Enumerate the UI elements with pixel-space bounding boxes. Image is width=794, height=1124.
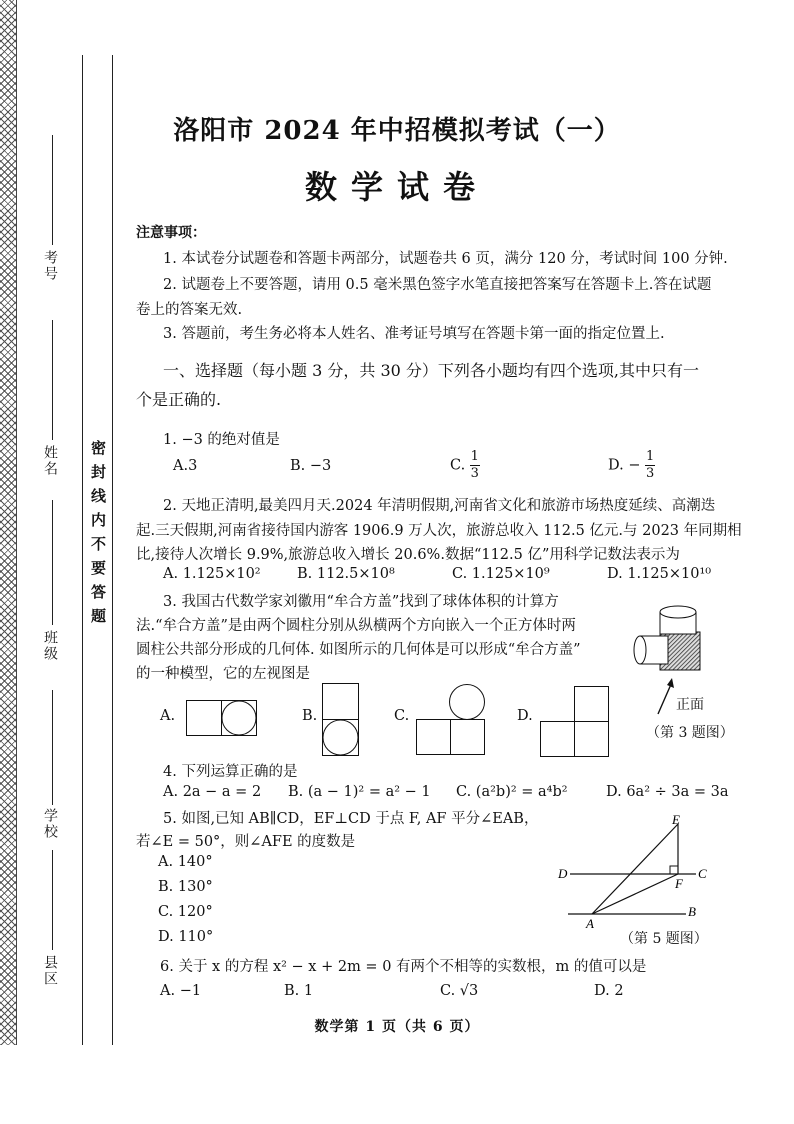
q5-option-b: B. 130° bbox=[158, 879, 213, 895]
label-school: 学校 bbox=[42, 808, 58, 840]
label-county: 县区 bbox=[42, 955, 58, 987]
q3-option-a-figure bbox=[186, 700, 258, 736]
note-3: 3. 答题前，考生务必将本人姓名、准考证号填写在答题卡第一面的指定位置上. bbox=[163, 326, 665, 342]
q4-option-a: A. 2a − a = 2 bbox=[163, 784, 262, 800]
q3-option-c-figure bbox=[416, 684, 486, 756]
q6-option-c: C. √3 bbox=[440, 983, 479, 999]
q3-line-2: 法.“牟合方盖”是由两个圆柱分别从纵横两个方向嵌入一个正方体时两 bbox=[136, 618, 576, 634]
q3-option-d-figure bbox=[540, 686, 610, 758]
seal-instruction: 密封线内不要答题 bbox=[89, 440, 107, 632]
q2-line-3: 比,接待人次增长 9.9%,旅游总收入增长 20.6%.数据“112.5 亿”用科学记数法表示为 bbox=[136, 547, 680, 563]
note-2-cont: 卷上的答案无效. bbox=[136, 302, 243, 318]
q5-option-a: A. 140° bbox=[158, 854, 213, 870]
subject-title: 数学试卷 bbox=[304, 168, 489, 206]
q2-option-d: D. 1.125×10¹⁰ bbox=[607, 566, 712, 582]
q3-option-b-figure bbox=[322, 683, 360, 757]
point-d: D bbox=[558, 866, 568, 881]
label-exam-number: 考号 bbox=[42, 250, 58, 282]
q5-line-2: 若∠E = 50°，则∠AFE 的度数是 bbox=[136, 834, 356, 850]
q1-option-a: A.3 bbox=[173, 458, 198, 474]
q5-line-1: 5. 如图,已知 AB∥CD，EF⊥CD 于点 F, AF 平分∠EAB， bbox=[163, 811, 539, 827]
q2-option-c: C. 1.125×10⁹ bbox=[452, 566, 550, 582]
q5-caption: （第 5 题图） bbox=[620, 931, 708, 947]
point-a: A bbox=[586, 916, 594, 931]
q4-option-b: B. (a − 1)² = a² − 1 bbox=[288, 784, 431, 800]
q1-option-d: D. − $\frac{1}{3}$ bbox=[608, 449, 655, 481]
q2-line-2: 起.三天假期,河南省接待国内游客 1906.9 万人次，旅游总收入 112.5 亿元.与 2023 年同期相 bbox=[136, 523, 742, 539]
page-footer: 数学第 1 页（共 6 页） bbox=[314, 1019, 480, 1035]
front-label: 正面 bbox=[676, 697, 704, 713]
point-e: E bbox=[672, 812, 680, 827]
q3-option-d-label: D. bbox=[517, 708, 533, 724]
q2-option-a: A. 1.125×10² bbox=[163, 566, 261, 582]
note-1: 1. 本试卷分试题卷和答题卡两部分，试题卷共 6 页，满分 120 分，考试时间 100 分钟. bbox=[163, 251, 728, 267]
q3-solid-figure bbox=[632, 604, 712, 674]
point-c: C bbox=[698, 866, 707, 881]
q3-option-b-label: B. bbox=[302, 708, 318, 724]
label-name: 姓名 bbox=[42, 445, 58, 477]
label-class: 班级 bbox=[42, 630, 58, 662]
section-heading: 一、选择题（每小题 3 分，共 30 分）下列各小题均有四个选项,其中只有一 bbox=[163, 361, 699, 380]
q3-option-c-label: C. bbox=[394, 708, 410, 724]
section-heading-cont: 个是正确的. bbox=[136, 390, 222, 409]
q6-option-d: D. 2 bbox=[594, 983, 624, 999]
q4-stem: 4. 下列运算正确的是 bbox=[163, 764, 298, 780]
q4-option-c: C. (a²b)² = a⁴b² bbox=[456, 784, 568, 800]
note-2: 2. 试题卷上不要答题，请用 0.5 毫米黑色签字水笔直接把答案写在答题卡上.答在试题 bbox=[163, 277, 712, 293]
notes-heading: 注意事项： bbox=[136, 225, 206, 241]
exam-title: 洛阳市 2024 年中招模拟考试（一） bbox=[173, 116, 621, 146]
q3-option-a-label: A. bbox=[160, 708, 176, 724]
q3-line-4: 的一种模型，它的左视图是 bbox=[136, 666, 310, 682]
q2-option-b: B. 112.5×10⁸ bbox=[297, 566, 395, 582]
q3-line-1: 3. 我国古代数学家刘徽用“牟合方盖”找到了球体体积的计算方 bbox=[163, 594, 559, 610]
q5-geometry-figure bbox=[556, 812, 716, 931]
q5-option-d: D. 110° bbox=[158, 929, 214, 945]
point-b: B bbox=[688, 904, 696, 919]
q1-option-b: B. −3 bbox=[290, 458, 332, 474]
q3-line-3: 圆柱公共部分形成的几何体. 如图所示的几何体是可以形成“牟合方盖” bbox=[136, 642, 581, 658]
q5-option-c: C. 120° bbox=[158, 904, 213, 920]
q6-option-b: B. 1 bbox=[284, 983, 314, 999]
q1-stem: 1. −3 的绝对值是 bbox=[163, 432, 280, 448]
margin-hatch bbox=[0, 0, 17, 1045]
q1-option-c: C. $\frac{1}{3}$ bbox=[450, 449, 479, 481]
q6-option-a: A. −1 bbox=[160, 983, 202, 999]
q3-caption: （第 3 题图） bbox=[646, 725, 734, 741]
q4-option-d: D. 6a² ÷ 3a = 3a bbox=[606, 784, 729, 800]
q6-stem: 6. 关于 x 的方程 x² − x + 2m = 0 有两个不相等的实数根，m 的值可以是 bbox=[160, 959, 647, 975]
q2-line-1: 2. 天地正清明,最美四月天.2024 年清明假期,河南省文化和旅游市场热度延续、高潮迭 bbox=[163, 498, 716, 514]
point-f: F bbox=[675, 876, 683, 891]
